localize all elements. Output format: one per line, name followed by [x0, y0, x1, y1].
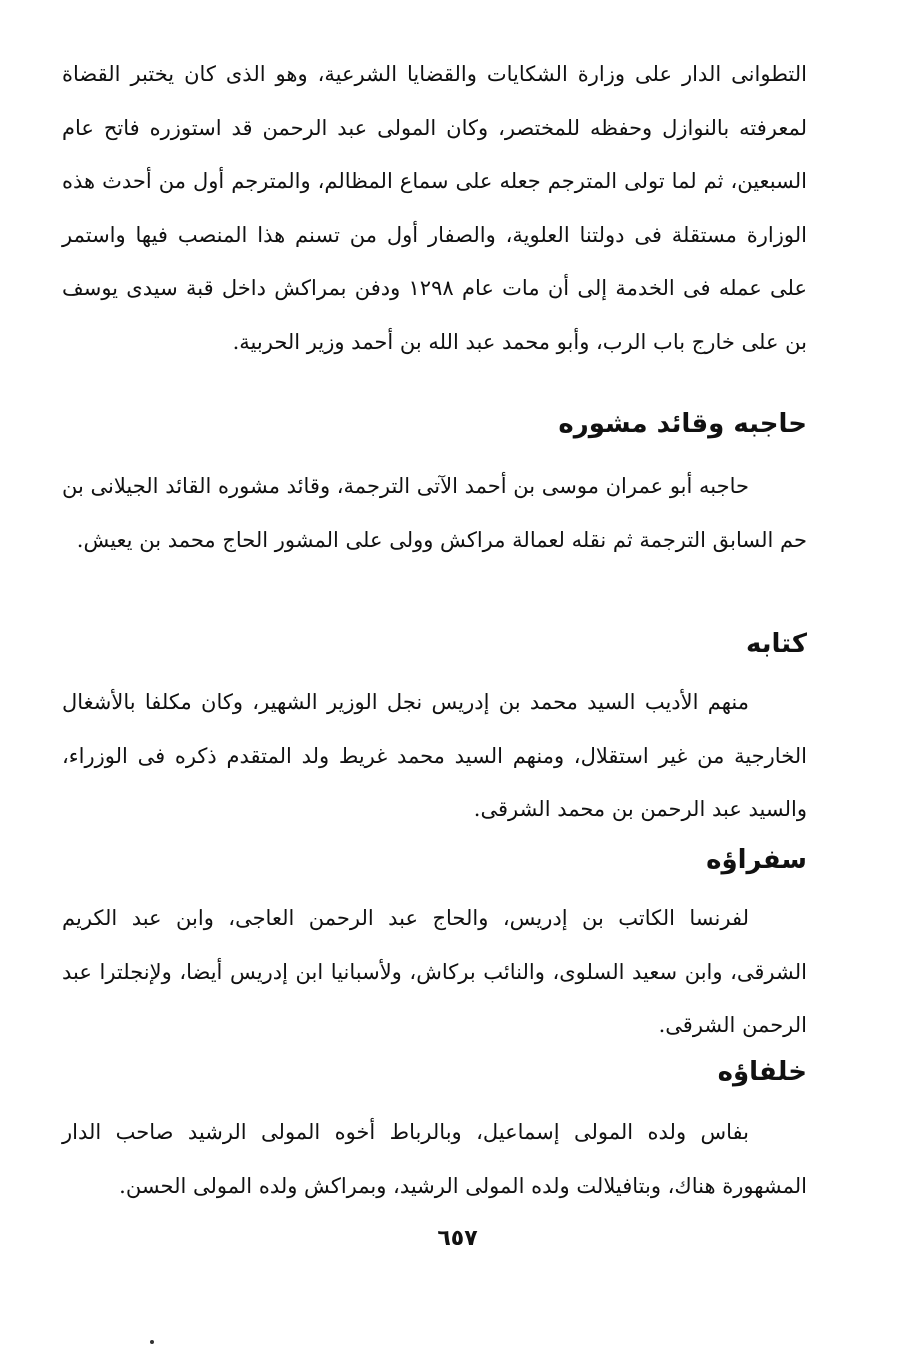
paragraph-deputies	[62, 1106, 807, 1213]
heading-chamberlain: حاجبه وقائد مشوره	[558, 409, 807, 439]
paragraph-text: حاجبه أبو عمران موسى بن أحمد الآتى الترجمة، وقائد مشوره القائد الجيلانى بن حم السابق الترجمة ثم نقله لعمالة مراكش وولى على المشور الحاج محمد بن يعيش.	[62, 474, 807, 552]
page-number: ٦٥٧	[437, 1226, 478, 1251]
scan-speck	[150, 1340, 154, 1344]
heading-secretaries: كتابه	[745, 629, 807, 659]
paragraph-text: التطوانى الدار على وزارة الشكايات والقضايا الشرعية، وهو الذى كان يختبر القضاة لمعرفته بالنوازل وحفظه للمختصر، وكان المولى عبد الرحمن قد استوزره فاتح عام السبعين، ثم لما تولى المترجم جعله على سماع المظالم، والمترجم أول من أحدث هذه الوزارة مستقلة فى دولتنا العلوية، والصفار أول من تسنم هذا المنصب فيها واستمر على عمله فى الخدمة إلى أن مات عام ١٢٩٨ ودفن بمراكش داخل قبة سيدى يوسف بن على خارج باب الرب، وأبو محمد عبد الله بن أحمد وزير الحربية.	[62, 62, 807, 354]
paragraph-ministers-continued	[62, 48, 807, 369]
heading-deputies: خلفاؤه	[717, 1057, 807, 1087]
paragraph-text: لفرنسا الكاتب بن إدريس، والحاج عبد الرحمن العاجى، وابن عبد الكريم الشرقى، وابن سعيد السلوى، والنائب بركاش، ولأسبانيا ابن إدريس أيضا، ولإنجلترا عبد الرحمن الشرقى.	[62, 906, 807, 1037]
paragraph-chamberlain	[62, 460, 807, 567]
paragraph-text: بفاس ولده المولى إسماعيل، وبالرباط أخوه المولى الرشيد صاحب الدار المشهورة هناك، وبتافيلالت ولده المولى الرشيد، وبمراكش ولده المولى الحسن.	[62, 1120, 807, 1198]
paragraph-secretaries	[62, 676, 807, 837]
paragraph-ambassadors	[62, 892, 807, 1053]
paragraph-text: منهم الأديب السيد محمد بن إدريس نجل الوزير الشهير، وكان مكلفا بالأشغال الخارجية من غير استقلال، ومنهم السيد محمد غريط ولد المتقدم ذكره فى الوزراء، والسيد عبد الرحمن بن محمد الشرقى.	[62, 690, 807, 821]
heading-ambassadors: سفراؤه	[706, 845, 807, 875]
